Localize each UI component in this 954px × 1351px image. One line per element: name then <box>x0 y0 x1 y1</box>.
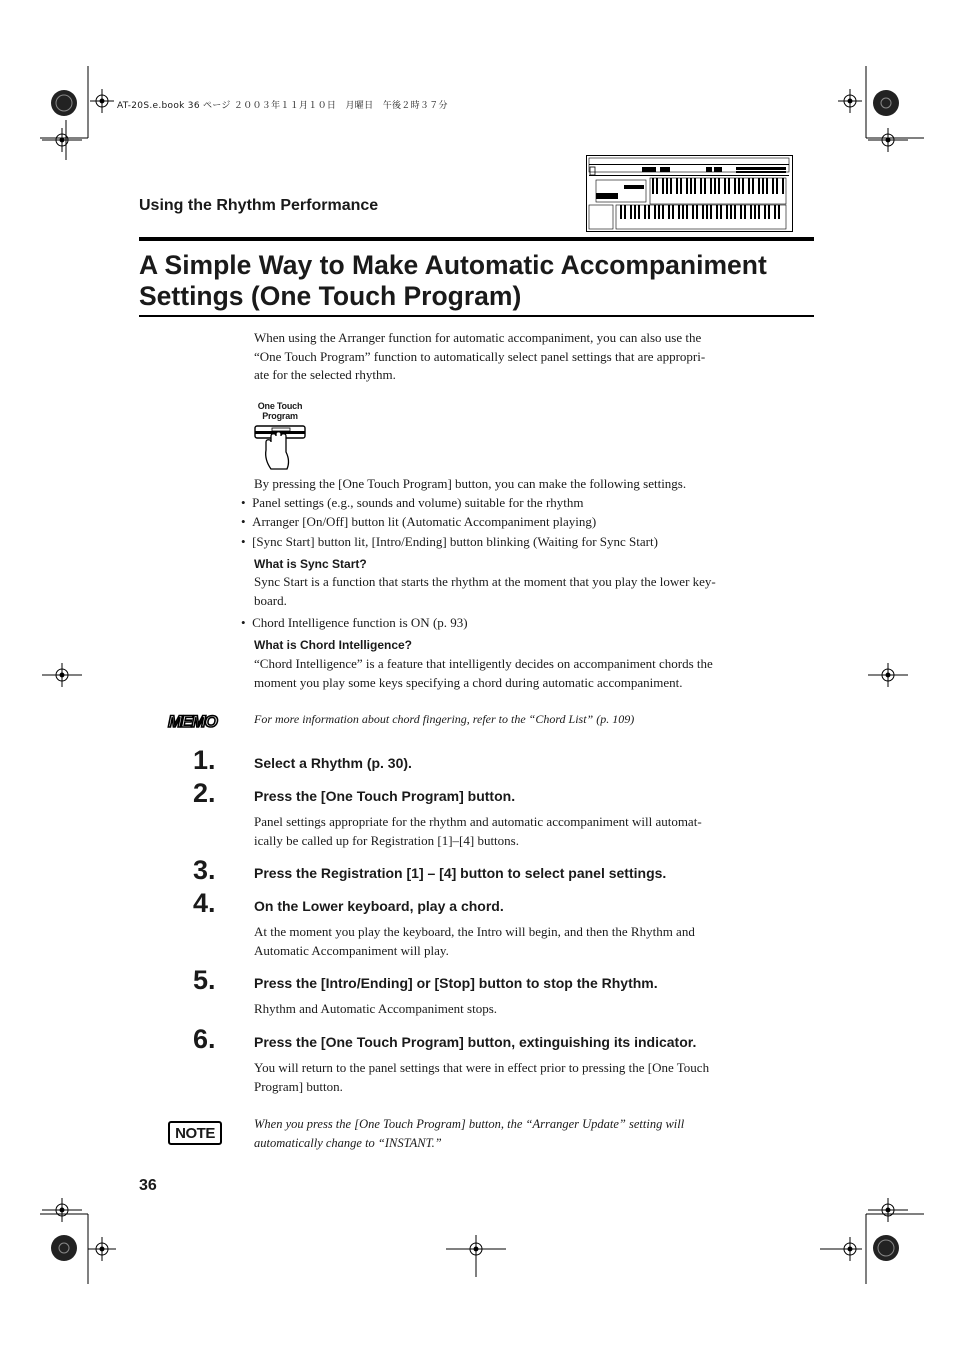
button-label-line-2: Program <box>262 411 298 421</box>
note-label: NOTE <box>168 1121 222 1145</box>
step-4-detail <box>254 923 766 960</box>
heading-bottom-rule <box>139 315 814 317</box>
button-label-line-1: One Touch <box>257 401 303 411</box>
sync-line: board. <box>254 592 287 608</box>
step-number: 3. <box>193 855 216 885</box>
bullet-text: [Sync Start] button lit, [Intro/Ending] button blinking (Waiting for Sync Start) <box>252 534 658 549</box>
step-text: Select a Rhythm (p. 30). <box>254 755 412 771</box>
bullet-item: • Chord Intelligence function is ON (p. 93) <box>241 615 468 630</box>
note-line: When you press the [One Touch Program] button, the “Arranger Update” setting will <box>254 1117 685 1131</box>
sync-line: Sync Start is a function that starts the rhythm at the moment that you play the lower key- <box>254 574 716 589</box>
pressing-text: By pressing the [One Touch Program] button, you can make the following settings. <box>254 476 687 491</box>
step-text: Press the [One Touch Program] button, extinguishing its indicator. <box>254 1034 697 1050</box>
step-5-detail: Rhythm and Automatic Accompaniment stops. <box>254 1001 498 1016</box>
page-number: 36 <box>139 1177 157 1194</box>
step-number: 1. <box>193 745 216 775</box>
step-text: Press the Registration [1] – [4] button to select panel settings. <box>254 865 667 881</box>
sync-start-heading: What is Sync Start? <box>254 557 367 571</box>
chord-line: moment you play some keys specifying a chord during automatic accompaniment. <box>254 674 683 690</box>
memo-text: For more information about chord fingering, refer to the “Chord List” (p. 109) <box>254 712 635 726</box>
step-4-line: Automatic Accompaniment will play. <box>254 942 449 958</box>
bullet-item: • Panel settings (e.g., sounds and volume) suitable for the rhythm <box>241 495 584 510</box>
chord-intelligence-heading: What is Chord Intelligence? <box>254 638 413 652</box>
step-number: 2. <box>193 778 216 808</box>
intro-paragraph <box>254 329 766 385</box>
heading-top-rule <box>139 237 814 241</box>
bullet-text: Panel settings (e.g., sounds and volume) suitable for the rhythm <box>252 495 584 510</box>
bullet-text: Chord Intelligence function is ON (p. 93) <box>252 615 468 630</box>
page-title-line-1: A Simple Way to Make Automatic Accompaniment <box>139 250 767 280</box>
page-title-line-2: Settings (One Touch Program) <box>139 281 522 311</box>
step-2-line: Panel settings appropriate for the rhythm and automatic accompaniment will automat- <box>254 814 702 829</box>
intro-line: When using the Arranger function for automatic accompaniment, you can also use the <box>254 330 702 345</box>
note-text <box>254 1115 774 1153</box>
step-6-line: Program] button. <box>254 1078 343 1094</box>
step-6-line: You will return to the panel settings that were in effect prior to pressing the [One Touch <box>254 1060 710 1075</box>
step-number: 5. <box>193 965 216 995</box>
page-title <box>139 250 819 312</box>
step-4-line: At the moment you play the keyboard, the Intro will begin, and then the Rhythm and <box>254 924 695 939</box>
step-number: 4. <box>193 888 216 918</box>
step-2-detail <box>254 813 766 850</box>
step-number: 6. <box>193 1024 216 1054</box>
memo-label: MEMO <box>168 712 217 731</box>
finger-press-icon <box>252 422 310 470</box>
file-header: AT-20S.e.book 36 ページ ２００３年１１月１０日 月曜日 午後２時３７分 <box>117 101 448 111</box>
chord-intelligence-paragraph <box>254 655 766 692</box>
chord-line: “Chord Intelligence” is a feature that intelligently decides on accompaniment chords the <box>254 656 713 671</box>
step-text: On the Lower keyboard, play a chord. <box>254 898 504 914</box>
step-text: Press the [Intro/Ending] or [Stop] button to stop the Rhythm. <box>254 975 658 991</box>
one-touch-program-illustration <box>252 401 312 470</box>
intro-line: ate for the selected rhythm. <box>254 367 396 382</box>
step-6-detail <box>254 1059 766 1096</box>
step-text: Press the [One Touch Program] button. <box>254 788 516 804</box>
bullet-item: • [Sync Start] button lit, [Intro/Ending] button blinking (Waiting for Sync Start) <box>241 534 658 549</box>
button-label <box>252 401 308 421</box>
organ-panel-icon <box>586 155 793 232</box>
sync-start-paragraph <box>254 573 766 610</box>
note-line: automatically change to “INSTANT.” <box>254 1136 442 1150</box>
running-head: Using the Rhythm Performance <box>139 197 379 214</box>
bullet-item: • Arranger [On/Off] button lit (Automatic Accompaniment playing) <box>241 514 597 529</box>
step-2-line: ically be called up for Registration [1]–[4] buttons. <box>254 832 519 848</box>
bullet-text: Arranger [On/Off] button lit (Automatic Accompaniment playing) <box>252 514 597 529</box>
intro-line: “One Touch Program” function to automatically select panel settings that are appropri- <box>254 348 706 364</box>
